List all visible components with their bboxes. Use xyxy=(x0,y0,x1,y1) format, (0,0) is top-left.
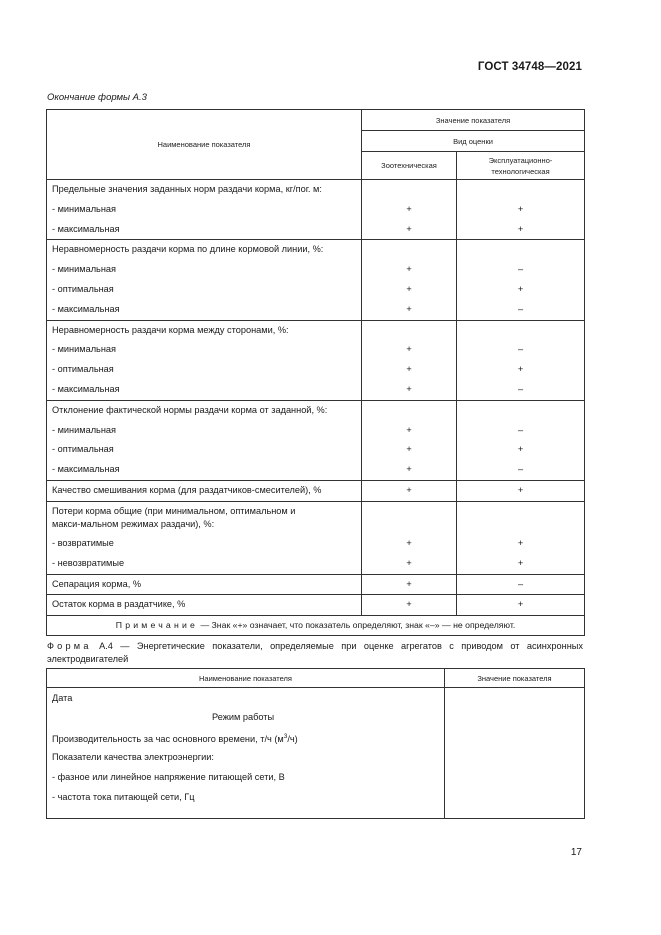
zoo-mark: + xyxy=(406,484,412,495)
expl-mark: + xyxy=(517,223,524,234)
zoo-cell xyxy=(362,595,457,616)
row-label: - минимальная xyxy=(52,203,116,214)
zoo-mark: + xyxy=(406,364,412,375)
form-a4-text: А.4 — Энергетические показатели, определяемые при оценке агрегатов с приводом от асинхронных электродвигателей xyxy=(47,641,583,664)
expl-cell xyxy=(457,320,585,400)
group-name-cell xyxy=(47,320,362,400)
col-header-zoo: Зоотехническая xyxy=(362,152,457,180)
zoo-cell xyxy=(362,240,457,320)
note-row xyxy=(47,616,585,636)
a4-quality-label: Показатели качества электроэнергии: xyxy=(52,752,214,762)
a4-name-cell xyxy=(47,688,445,819)
group-title: Предельные значения заданных норм раздачи корма, кг/пог. м: xyxy=(52,184,322,194)
table-caption: Окончание формы А.3 xyxy=(47,92,147,103)
row-label: - возвратимые xyxy=(52,537,114,548)
expl-mark: + xyxy=(517,484,524,495)
group-title: Отклонение фактической нормы раздачи корма от заданной, %: xyxy=(52,404,328,415)
col-header-expl xyxy=(457,152,585,180)
expl-mark: – xyxy=(517,383,524,394)
expl-mark: + xyxy=(517,557,524,568)
col-header-expl-line-1: Эксплуатационно- xyxy=(488,155,553,165)
expl-mark: – xyxy=(517,424,524,435)
a4-voltage-label: - фазное или линейное напряжение питающей сети, В xyxy=(52,772,285,782)
expl-mark: + xyxy=(517,203,524,214)
zoo-mark: + xyxy=(406,444,412,455)
expl-cell xyxy=(457,501,585,574)
expl-cell xyxy=(457,480,585,501)
table-group xyxy=(47,501,585,574)
table-group xyxy=(47,320,585,400)
expl-cell xyxy=(457,400,585,480)
table-note xyxy=(47,616,585,636)
expl-mark: – xyxy=(517,464,524,475)
page-number: 17 xyxy=(570,847,582,858)
a4-productivity-end: /ч) xyxy=(287,734,298,745)
a4-frequency-label: - частота тока питающей сети, Гц xyxy=(52,792,195,802)
zoo-mark: + xyxy=(406,383,412,394)
zoo-mark: + xyxy=(406,223,412,234)
form-a4-label: Форма xyxy=(47,641,92,651)
table-group xyxy=(47,595,585,616)
expl-cell xyxy=(457,574,585,595)
zoo-cell xyxy=(362,480,457,501)
zoo-mark: + xyxy=(406,537,412,548)
group-title: Сепарация корма, % xyxy=(52,578,142,589)
a4-body-row xyxy=(47,688,585,819)
zoo-mark: + xyxy=(406,303,412,314)
zoo-cell xyxy=(362,574,457,595)
group-title: Остаток корма в раздатчике, % xyxy=(52,599,186,610)
zoo-cell xyxy=(362,180,457,240)
row-label: - максимальная xyxy=(52,223,120,234)
row-label: - оптимальная xyxy=(52,444,114,455)
table-a3 xyxy=(46,109,585,636)
a4-col-header-name: Наименование показателя xyxy=(47,669,445,688)
zoo-mark: + xyxy=(406,344,412,355)
zoo-mark: + xyxy=(406,557,412,568)
group-name-cell xyxy=(47,501,362,574)
row-label: - минимальная xyxy=(52,264,116,275)
expl-mark: – xyxy=(517,264,524,275)
expl-mark: – xyxy=(517,344,524,355)
row-label: - оптимальная xyxy=(52,283,114,294)
zoo-cell xyxy=(362,501,457,574)
expl-mark: + xyxy=(517,537,524,548)
table-group xyxy=(47,180,585,240)
group-title: Потери корма общие (при минимальном, оптимальном и макси-мальном режимах раздачи), %: xyxy=(52,505,296,530)
group-title: Неравномерность раздачи корма между сторонами, %: xyxy=(52,324,289,335)
a4-productivity-text: Производительность за час основного времени, т/ч (м xyxy=(52,734,284,745)
expl-cell xyxy=(457,180,585,240)
group-title: Качество смешивания корма (для раздатчиков-смесителей), % xyxy=(52,484,322,495)
zoo-mark: + xyxy=(406,203,412,214)
zoo-mark: + xyxy=(406,464,412,475)
table-group xyxy=(47,240,585,320)
expl-mark: – xyxy=(517,578,524,589)
expl-mark: + xyxy=(517,364,524,375)
row-label: - минимальная xyxy=(52,344,116,355)
group-name-cell xyxy=(47,240,362,320)
table-group xyxy=(47,400,585,480)
expl-cell xyxy=(457,595,585,616)
a4-mode-label: Режим работы xyxy=(212,712,275,722)
a4-date-label: Дата xyxy=(52,693,73,703)
note-label: Примечание xyxy=(115,620,199,631)
group-name-cell xyxy=(47,595,362,616)
a4-value-cell[interactable] xyxy=(445,688,585,819)
row-label: - максимальная xyxy=(52,303,120,314)
zoo-cell xyxy=(362,320,457,400)
expl-mark: + xyxy=(517,599,524,610)
row-label: - минимальная xyxy=(52,424,116,435)
a4-productivity-label xyxy=(52,727,444,747)
table-a4 xyxy=(46,668,585,819)
group-title: Неравномерность раздачи корма по длине кормовой линии, %: xyxy=(52,244,324,255)
col-header-value: Значение показателя xyxy=(362,110,585,131)
row-label: - невозвратимые xyxy=(52,557,125,568)
zoo-mark: + xyxy=(406,599,412,610)
zoo-cell xyxy=(362,400,457,480)
group-name-cell xyxy=(47,574,362,595)
table-group xyxy=(47,480,585,501)
a4-productivity-sup: 3 xyxy=(283,733,288,740)
note-text: — Знак «+» означает, что показатель определяют, знак «–» — не определяют. xyxy=(198,620,516,631)
zoo-mark: + xyxy=(406,283,412,294)
expl-mark: + xyxy=(517,444,524,455)
zoo-mark: + xyxy=(406,578,412,589)
row-label: - максимальная xyxy=(52,464,120,475)
col-header-name: Наименование показателя xyxy=(47,110,362,180)
col-header-expl-line-2: технологическая xyxy=(491,166,550,176)
zoo-mark: + xyxy=(406,264,412,275)
expl-mark: + xyxy=(517,283,524,294)
col-header-assessment: Вид оценки xyxy=(362,131,585,152)
zoo-mark: + xyxy=(406,424,412,435)
row-label: - максимальная xyxy=(52,383,120,394)
form-a4-title xyxy=(47,640,583,665)
expl-cell xyxy=(457,240,585,320)
group-name-cell xyxy=(47,180,362,240)
a4-col-header-value: Значение показателя xyxy=(445,669,585,688)
table-group xyxy=(47,574,585,595)
document-number: ГОСТ 34748—2021 xyxy=(477,61,582,73)
row-label: - оптимальная xyxy=(52,364,114,375)
group-name-cell xyxy=(47,480,362,501)
expl-mark: – xyxy=(517,303,524,314)
group-name-cell xyxy=(47,400,362,480)
